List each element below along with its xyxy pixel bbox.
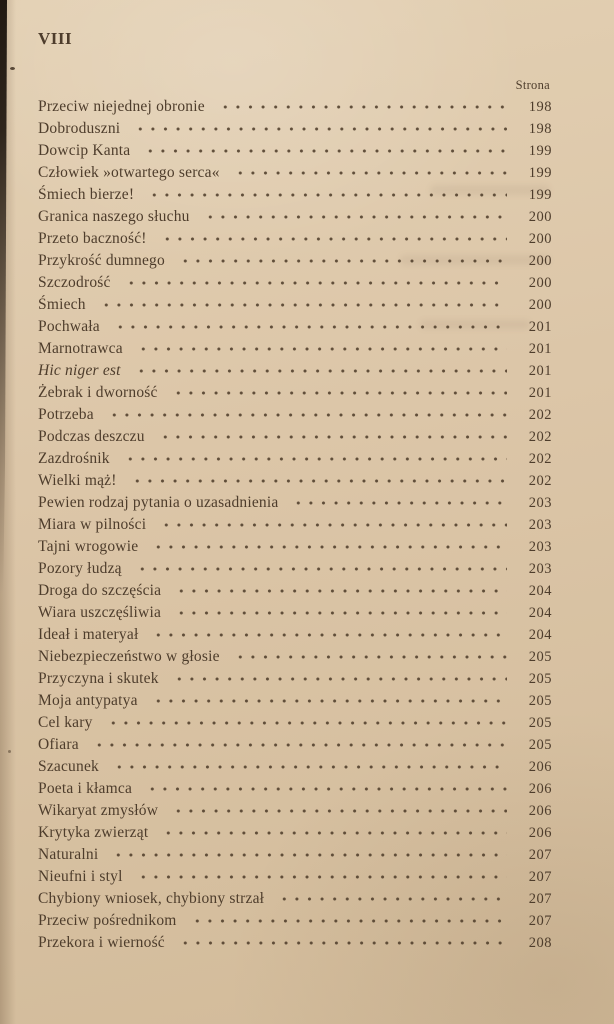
toc-entry-row bbox=[38, 184, 552, 206]
toc-entry-page: 207 bbox=[528, 869, 552, 885]
toc-entry-page: 204 bbox=[528, 627, 552, 643]
dot-leader bbox=[149, 690, 507, 712]
toc-entry-row bbox=[38, 448, 552, 470]
toc-entry-title: Szacunek bbox=[38, 758, 99, 775]
dot-leader bbox=[90, 734, 507, 756]
toc-entry-row bbox=[38, 96, 552, 118]
toc-entry-title: Pewien rodzaj pytania o uzasadnienia bbox=[38, 494, 279, 511]
dot-leader bbox=[216, 96, 507, 118]
toc-entry-page: 201 bbox=[528, 385, 552, 401]
toc-entry-title: Droga do szczęścia bbox=[38, 582, 162, 599]
toc-entry-title: Potrzeba bbox=[38, 406, 94, 423]
toc-entry-page: 205 bbox=[528, 715, 552, 731]
dot-leader bbox=[157, 514, 507, 536]
toc-entry-title: Żebrak i dworność bbox=[38, 384, 158, 401]
dot-leader bbox=[169, 800, 507, 822]
toc-entry-row bbox=[38, 140, 552, 162]
toc-entry-page: 202 bbox=[528, 407, 552, 423]
toc-entry-page: 198 bbox=[528, 121, 552, 137]
toc-entry-title: Podczas deszczu bbox=[38, 428, 145, 445]
toc-entry-title: Przeciw niejednej obronie bbox=[38, 98, 205, 115]
dot-leader bbox=[201, 206, 507, 228]
dot-leader bbox=[231, 646, 507, 668]
toc-entry-row bbox=[38, 294, 552, 316]
toc-entry-row bbox=[38, 206, 552, 228]
toc-entry-row bbox=[38, 382, 552, 404]
toc-entry-page: 206 bbox=[528, 781, 552, 797]
toc-entry-page: 198 bbox=[528, 99, 552, 115]
toc-entry-title: Dowcip Kanta bbox=[38, 142, 131, 159]
toc-entry-page: 205 bbox=[528, 671, 552, 687]
dot-leader bbox=[122, 272, 507, 294]
dot-leader bbox=[109, 844, 507, 866]
dot-leader bbox=[145, 184, 507, 206]
toc-entry-page: 205 bbox=[528, 693, 552, 709]
toc-entry-page: 200 bbox=[528, 253, 552, 269]
toc-entry-row bbox=[38, 228, 552, 250]
dot-leader bbox=[172, 580, 507, 602]
toc-entry-title: Przeto baczność! bbox=[38, 230, 147, 247]
toc-entry-page: 205 bbox=[528, 737, 552, 753]
toc-entry-row bbox=[38, 360, 552, 382]
dot-leader bbox=[97, 294, 507, 316]
toc-entry-title: Dobroduszni bbox=[38, 120, 121, 137]
page-number-roman: VIII bbox=[38, 29, 73, 48]
toc-entry-page: 200 bbox=[528, 275, 552, 291]
dot-leader bbox=[289, 492, 507, 514]
toc-entry-title: Granica naszego słuchu bbox=[38, 208, 190, 225]
toc-entry-page: 207 bbox=[528, 891, 552, 907]
toc-entry-row bbox=[38, 272, 552, 294]
dot-leader bbox=[110, 756, 507, 778]
dot-leader bbox=[176, 250, 507, 272]
toc-entry-row bbox=[38, 646, 552, 668]
toc-entry-row bbox=[38, 712, 552, 734]
dot-leader bbox=[172, 602, 507, 624]
toc-entry-row bbox=[38, 800, 552, 822]
dot-leader bbox=[176, 932, 507, 954]
dot-leader bbox=[132, 360, 507, 382]
toc-entry-title: Miara w pilności bbox=[38, 516, 147, 533]
toc-entry-title: Hic niger est bbox=[38, 362, 121, 379]
dot-leader bbox=[131, 118, 507, 140]
toc-entry-title: Przyczyna i skutek bbox=[38, 670, 159, 687]
toc-entry-page: 199 bbox=[528, 187, 552, 203]
dot-leader bbox=[188, 910, 507, 932]
toc-entry-row bbox=[38, 492, 552, 514]
page-column-header: Strona bbox=[515, 78, 550, 92]
toc-entry-page: 202 bbox=[528, 451, 552, 467]
toc-entry-title: Ofiara bbox=[38, 736, 79, 753]
toc-entry-row bbox=[38, 404, 552, 426]
toc-entry-page: 205 bbox=[528, 649, 552, 665]
dot-leader bbox=[133, 558, 507, 580]
toc-entry-title: Przykrość dumnego bbox=[38, 252, 165, 269]
dot-leader bbox=[149, 536, 507, 558]
toc-entry-page: 207 bbox=[528, 847, 552, 863]
toc-entry-page: 200 bbox=[528, 297, 552, 313]
toc-entry-row bbox=[38, 338, 552, 360]
toc-entry-title: Zazdrośnik bbox=[38, 450, 110, 467]
toc-entry-title: Śmiech bbox=[38, 296, 86, 313]
toc-entry-row bbox=[38, 316, 552, 338]
dot-leader bbox=[121, 448, 507, 470]
toc-entry-title: Poeta i kłamca bbox=[38, 780, 133, 797]
toc-entry-row bbox=[38, 844, 552, 866]
dot-leader bbox=[128, 470, 507, 492]
toc-entry-page: 208 bbox=[528, 935, 552, 951]
dot-leader bbox=[159, 822, 507, 844]
toc-entry-page: 203 bbox=[528, 561, 552, 577]
toc-entry-page: 201 bbox=[528, 341, 552, 357]
toc-entry-page: 203 bbox=[528, 539, 552, 555]
dot-leader bbox=[275, 888, 507, 910]
toc-entry-page: 206 bbox=[528, 759, 552, 775]
toc-entry-page: 203 bbox=[528, 517, 552, 533]
toc-entry-title: Przeciw pośrednikom bbox=[38, 912, 177, 929]
toc-entry-page: 202 bbox=[528, 429, 552, 445]
toc-entry-title: Wiara uszczęśliwia bbox=[38, 604, 162, 621]
toc-entry-page: 200 bbox=[528, 231, 552, 247]
toc-entry-title: Człowiek »otwartego serca« bbox=[38, 164, 220, 181]
toc-entry-row bbox=[38, 932, 552, 954]
toc-entry-page: 201 bbox=[528, 363, 552, 379]
toc-entry-row bbox=[38, 778, 552, 800]
toc-entry-page: 203 bbox=[528, 495, 552, 511]
toc-entry-page: 200 bbox=[528, 209, 552, 225]
toc-entry-row bbox=[38, 822, 552, 844]
toc-entry-row bbox=[38, 118, 552, 140]
toc-entry-title: Wielki mąż! bbox=[38, 472, 117, 489]
dot-leader bbox=[104, 712, 507, 734]
paper-speck bbox=[8, 750, 11, 753]
toc-entry-page: 204 bbox=[528, 605, 552, 621]
toc-entry-row bbox=[38, 580, 552, 602]
toc-entry-title: Krytyka zwierząt bbox=[38, 824, 149, 841]
toc-entry-title: Cel kary bbox=[38, 714, 93, 731]
toc-entry-page: 204 bbox=[528, 583, 552, 599]
toc-entry-row bbox=[38, 756, 552, 778]
toc-entry-row bbox=[38, 558, 552, 580]
toc-entry-page: 206 bbox=[528, 803, 552, 819]
dot-leader bbox=[158, 228, 507, 250]
toc-entry-row bbox=[38, 690, 552, 712]
toc-entry-row bbox=[38, 866, 552, 888]
toc-entry-title: Naturalni bbox=[38, 846, 99, 863]
toc-entry-row bbox=[38, 888, 552, 910]
paper-speck bbox=[10, 67, 15, 70]
toc-entry-page: 206 bbox=[528, 825, 552, 841]
toc-entry-row bbox=[38, 734, 552, 756]
dot-leader bbox=[141, 140, 507, 162]
toc-entry-title: Wikaryat zmysłów bbox=[38, 802, 159, 819]
dot-leader bbox=[143, 778, 507, 800]
toc-entry-row bbox=[38, 250, 552, 272]
toc-entry-title: Śmiech bierze! bbox=[38, 186, 135, 203]
toc-entry-row bbox=[38, 162, 552, 184]
dot-leader bbox=[105, 404, 507, 426]
toc-entry-row bbox=[38, 514, 552, 536]
dot-leader bbox=[111, 316, 507, 338]
toc-entry-title: Niebezpieczeństwo w głosie bbox=[38, 648, 220, 665]
toc-entry-title: Marnotrawca bbox=[38, 340, 123, 357]
dot-leader bbox=[169, 382, 507, 404]
toc-entry-row bbox=[38, 536, 552, 558]
toc-entry-page: 201 bbox=[528, 319, 552, 335]
toc-entry-row bbox=[38, 426, 552, 448]
toc-entry-row bbox=[38, 668, 552, 690]
toc-entry-title: Przekora i wierność bbox=[38, 934, 165, 951]
dot-leader bbox=[231, 162, 507, 184]
toc-entry-title: Moja antypatya bbox=[38, 692, 138, 709]
toc-entry-title: Chybiony wniosek, chybiony strzał bbox=[38, 890, 265, 907]
toc-entry-title: Pozory łudzą bbox=[38, 560, 122, 577]
toc-entry-page: 199 bbox=[528, 143, 552, 159]
dot-leader bbox=[156, 426, 507, 448]
toc-entry-title: Szczodrość bbox=[38, 274, 111, 291]
dot-leader bbox=[134, 338, 507, 360]
toc-entry-title: Tajni wrogowie bbox=[38, 538, 139, 555]
toc-entry-page: 207 bbox=[528, 913, 552, 929]
toc-entry-page: 202 bbox=[528, 473, 552, 489]
dot-leader bbox=[170, 668, 507, 690]
toc-entry-row bbox=[38, 624, 552, 646]
dot-leader bbox=[134, 866, 507, 888]
toc-entry-title: Pochwała bbox=[38, 318, 100, 335]
toc-entry-row bbox=[38, 910, 552, 932]
toc-list bbox=[38, 96, 552, 954]
toc-entry-row bbox=[38, 470, 552, 492]
toc-entry-title: Ideał i materyał bbox=[38, 626, 139, 643]
toc-entry-title: Nieufni i styl bbox=[38, 868, 123, 885]
toc-entry-row bbox=[38, 602, 552, 624]
dot-leader bbox=[149, 624, 507, 646]
toc-entry-page: 199 bbox=[528, 165, 552, 181]
